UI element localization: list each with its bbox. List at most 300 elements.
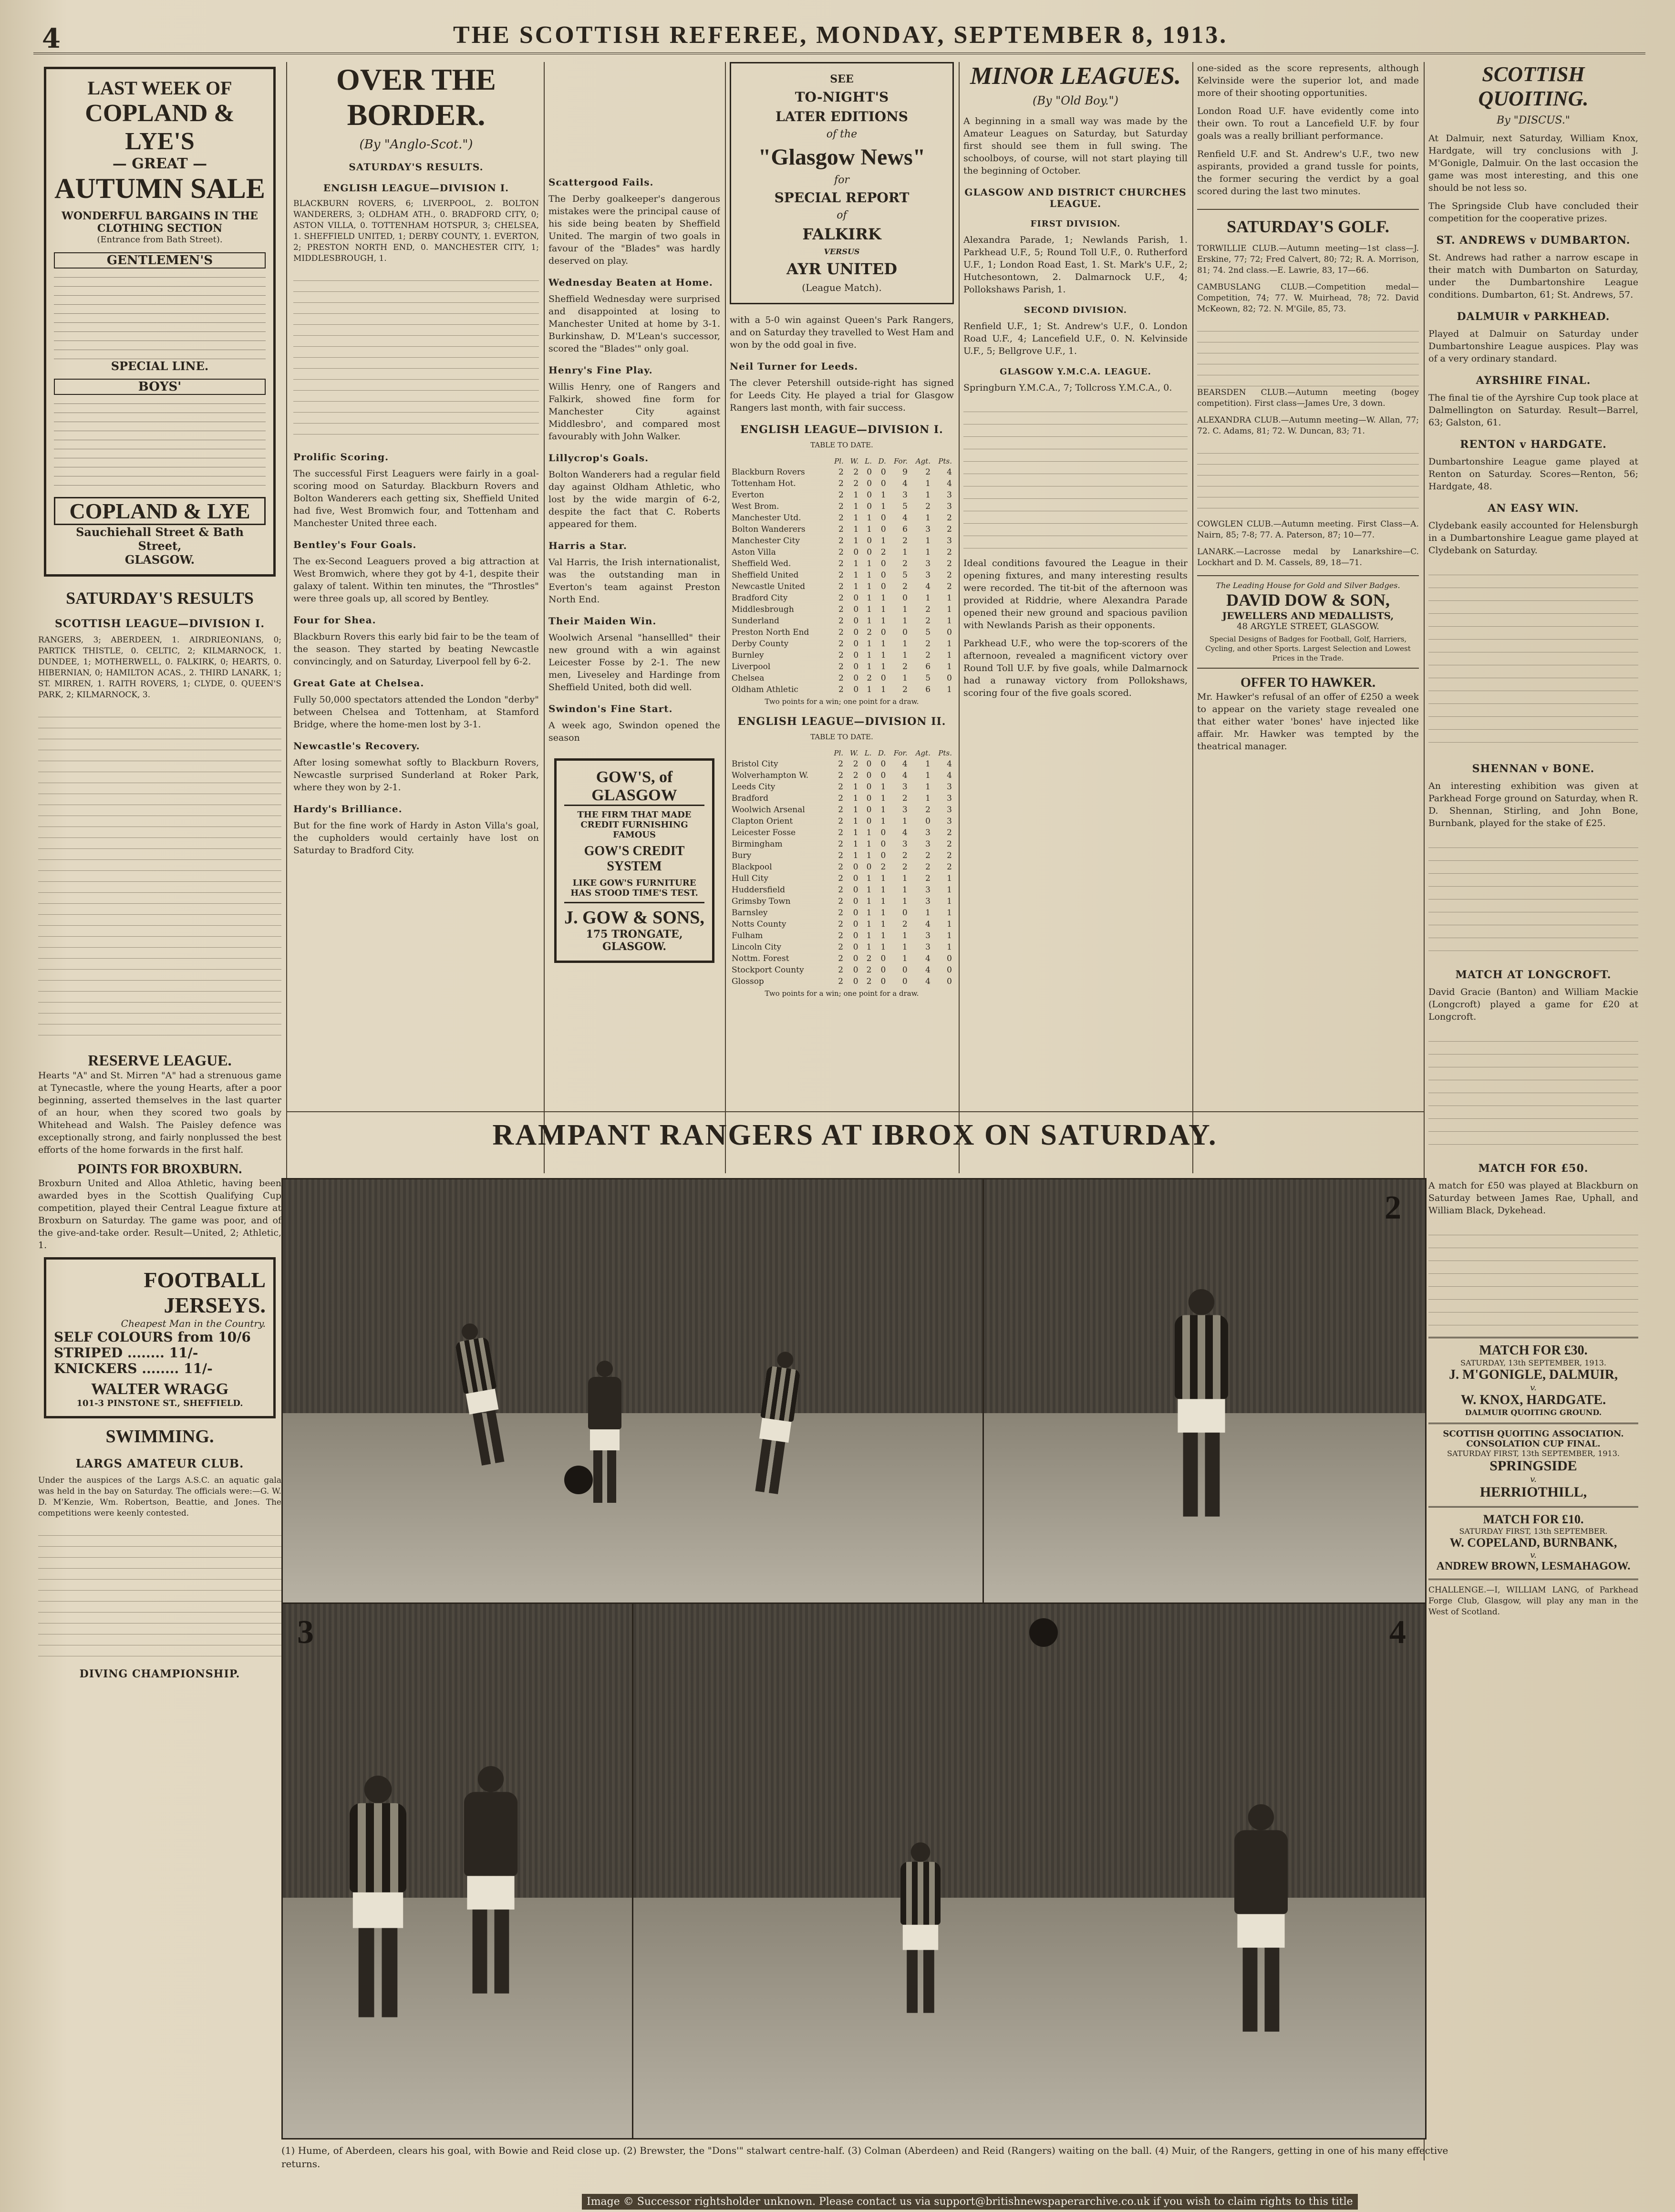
article-text-block xyxy=(1428,1029,1638,1153)
subheading: RENTON v HARDGATE. xyxy=(1460,438,1607,451)
table-cell: 2 xyxy=(838,828,844,837)
table-row xyxy=(730,592,954,604)
table-cell: 5 xyxy=(902,570,908,580)
ad-line: KNICKERS ........ 11/- xyxy=(54,1361,213,1376)
table-cell: 0 xyxy=(866,771,872,780)
subheading: Swindon's Fine Start. xyxy=(548,703,673,714)
table-cell: 1 xyxy=(867,685,872,694)
table-cell: 1 xyxy=(925,908,931,918)
subheading: DALMUIR v PARKHEAD. xyxy=(1457,310,1610,323)
table-row xyxy=(730,466,954,478)
table-cell: 2 xyxy=(838,771,844,780)
table-cell: 0 xyxy=(853,908,858,918)
table-cell: Blackpool xyxy=(732,862,772,872)
subheading: Wednesday Beaten at Home. xyxy=(548,277,713,288)
article-title: OVER THE BORDER. xyxy=(336,62,496,132)
table-cell: 1 xyxy=(867,525,872,534)
table-cell: 2 xyxy=(947,828,952,837)
table-cell: Notts County xyxy=(732,920,786,929)
table-cell: 2 xyxy=(902,685,908,694)
table-cell: 0 xyxy=(866,782,872,792)
article-text: Bolton Wanderers had a regular field day against Oldham Athletic, who lost by the wide margin of 6-2, despite the fact that C. Roberts appeared for them. xyxy=(548,469,720,529)
table-cell: 0 xyxy=(880,851,886,860)
subheading: SHENNAN v BONE. xyxy=(1472,763,1595,775)
article-text: Sheffield Wednesday were surprised and disappointed at losing to Manchester United at home by 3-1. Burkinshaw, D. M'Lean's successor, scored the "Blades'" only goal. xyxy=(548,294,720,354)
table-cell: Manchester City xyxy=(732,536,800,546)
notice-line: SATURDAY, 13th SEPTEMBER, 1913. xyxy=(1460,1358,1607,1367)
table-cell: 1 xyxy=(853,782,858,792)
article-text-block xyxy=(1428,1222,1638,1337)
ad-address: GLASGOW. xyxy=(124,553,195,567)
table-cell: 1 xyxy=(880,490,886,500)
table-cell: 1 xyxy=(880,616,886,626)
article-text: A match for £50 was played at Blackburn on Saturday between James Rae, Uphall, and William Black, Dykehead. xyxy=(1428,1180,1638,1216)
table-row xyxy=(730,793,954,804)
table-cell: 1 xyxy=(880,593,886,603)
notice-line: v. xyxy=(1530,1383,1537,1393)
table-cell: 1 xyxy=(947,685,952,694)
article-text: with a 5-0 win against Queen's Park Rangers, and on Saturday they travelled to West Ham and won by the odd goal in five. xyxy=(730,315,954,350)
notice-line: HERRIOTHILL, xyxy=(1479,1484,1587,1500)
table-cell: 1 xyxy=(880,662,886,672)
table-cell: 2 xyxy=(838,513,844,523)
table-cell: Grimsby Town xyxy=(732,897,791,906)
table-cell: 0 xyxy=(853,862,858,872)
table-cell: 1 xyxy=(880,794,886,803)
table-cell: 1 xyxy=(867,639,872,649)
table-row xyxy=(730,827,954,838)
ad-line: — GREAT — xyxy=(112,155,207,172)
table-cell: 0 xyxy=(880,759,886,769)
results-list xyxy=(293,270,539,442)
league-table-div1 xyxy=(730,456,954,695)
ad-line: VERSUS xyxy=(824,247,860,256)
table-row xyxy=(730,638,954,650)
table-cell: Sheffield Wed. xyxy=(732,559,791,569)
table-cell: 2 xyxy=(838,920,844,929)
notice-line: SPRINGSIDE xyxy=(1489,1458,1577,1474)
table-title: ENGLISH LEAGUE—DIVISION II. xyxy=(737,715,946,728)
table-cell: 0 xyxy=(880,977,886,986)
table-cell: 0 xyxy=(853,685,859,694)
table-cell: 2 xyxy=(838,782,844,792)
subheading: MATCH AT LONGCROFT. xyxy=(1455,969,1612,981)
table-cell: 1 xyxy=(880,908,886,918)
table-cell: 1 xyxy=(947,920,952,929)
table-cell: 5 xyxy=(902,502,908,511)
table-header-cell: L. xyxy=(864,749,872,757)
ad-section: BOYS' xyxy=(54,379,266,395)
ad-line: THE FIRM THAT MADE CREDIT FURNISHING FAMOUS xyxy=(577,810,692,840)
results-list xyxy=(38,706,281,1040)
table-cell: 1 xyxy=(880,782,886,792)
table-cell: 0 xyxy=(880,954,886,963)
table-cell: 1 xyxy=(902,954,908,963)
table-cell: 3 xyxy=(902,839,908,849)
table-cell: 1 xyxy=(947,908,952,918)
table-cell: 2 xyxy=(838,548,844,557)
section-heading: POINTS FOR BROXBURN. xyxy=(77,1162,242,1177)
article-text: Renfield U.F., 1; St. Andrew's U.F., 0. London Road U.F., 4; Lancefield U.F., 0. N. Kelvinside U.F., 5; Bellgrove U.F., 1. xyxy=(963,321,1188,356)
table-header-cell: W. xyxy=(849,749,858,757)
table-cell: 1 xyxy=(902,548,908,557)
subheading: GLASGOW Y.M.C.A. LEAGUE. xyxy=(1000,367,1151,377)
table-cell: 3 xyxy=(947,805,952,815)
table-cell: 1 xyxy=(902,942,908,952)
table-cell: 2 xyxy=(947,559,952,569)
ad-line: LATER EDITIONS xyxy=(775,109,908,124)
table-cell: 1 xyxy=(880,817,886,826)
table-cell: 1 xyxy=(925,479,931,488)
table-cell: 2 xyxy=(866,965,872,975)
archive-credit: Image © Successor rightsholder unknown. Please contact us via support@britishnewspaperarchive.co.uk if you wish to claim rights to this title xyxy=(582,2194,1358,2210)
article-text: one-sided as the score represents, although Kelvinside were the superior lot, and made more of their shooting opportunities. xyxy=(1197,63,1419,98)
notice-line: SATURDAY FIRST, 13th SEPTEMBER. xyxy=(1459,1527,1608,1536)
table-cell: 1 xyxy=(866,908,872,918)
ad-line: AYR UNITED xyxy=(786,260,897,278)
subheading: MATCH FOR £50. xyxy=(1478,1162,1589,1175)
table-cell: 2 xyxy=(925,639,931,649)
subheading: ST. ANDREWS v DUMBARTON. xyxy=(1436,234,1631,247)
subheading: AYRSHIRE FINAL. xyxy=(1476,374,1591,387)
table-cell: Birmingham xyxy=(732,839,783,849)
masthead xyxy=(33,19,1645,54)
article-text: The final tie of the Ayrshire Cup took place at Dalmellington on Saturday. Result—Barrel, 63; Galston, 61. xyxy=(1428,393,1638,428)
table-cell: 4 xyxy=(902,513,908,523)
table-cell: 2 xyxy=(838,805,844,815)
table-cell: 1 xyxy=(902,817,908,826)
article-text: The Springside Club have concluded their competition for the cooperative prizes. xyxy=(1428,201,1638,224)
table-cell: 2 xyxy=(902,662,908,672)
ad-line: JEWELLERS AND MEDALLISTS, xyxy=(1222,610,1394,621)
table-cell: 1 xyxy=(880,502,886,511)
table-cell: 3 xyxy=(925,931,931,941)
table-cell: Manchester Utd. xyxy=(732,513,801,523)
table-cell: Oldham Athletic xyxy=(732,685,798,694)
notice-line: J. M'GONIGLE, DALMUIR, xyxy=(1449,1367,1618,1382)
subheading: Their Maiden Win. xyxy=(548,615,657,627)
table-cell: 0 xyxy=(867,490,872,500)
table-cell: 2 xyxy=(925,862,931,872)
table-cell: 4 xyxy=(947,759,952,769)
table-cell: 1 xyxy=(902,651,908,660)
article-text: LANARK.—Lacrosse medal by Lanarkshire—C. Lockhart and D. M. Cassels, 89, 18—71. xyxy=(1197,547,1419,568)
article-text: Fully 50,000 spectators attended the London "derby" between Chelsea and Tottenham, at Stamford Bridge, where the home-men lost by 3-1. xyxy=(293,694,539,730)
table-cell: 0 xyxy=(925,817,931,826)
article-text: Clydebank easily accounted for Helensburgh in a Dumbartonshire League game played at Clydebank on Saturday. xyxy=(1428,520,1638,556)
table-cell: 2 xyxy=(947,862,952,872)
article-text: Parkhead U.F., who were the top-scorers of the afternoon, revealed a magnificent victory over Round Toll U.F. by five goals, while Dalmarnock had a runaway victory from Pollokshaws, scoring four of the five goals scored. xyxy=(963,638,1188,698)
table-cell: 2 xyxy=(880,862,886,872)
article-text: David Gracie (Banton) and William Mackie (Longcroft) played a game for £20 at Longcroft. xyxy=(1428,987,1638,1022)
subheading: AN EASY WIN. xyxy=(1488,502,1579,515)
column-rule xyxy=(959,62,960,1173)
article-text: A beginning in a small way was made by the Amateur Leagues on Saturday, but Saturday first should see them in full swing. The schoolboys, of course, will not start playing till the beginning of October. xyxy=(963,116,1188,176)
table-cell: 1 xyxy=(902,605,908,614)
table-row xyxy=(730,919,954,930)
table-cell: 3 xyxy=(947,782,952,792)
subheading: Four for Shea. xyxy=(293,614,376,626)
table-cell: 2 xyxy=(838,639,844,649)
table-cell: 1 xyxy=(866,897,872,906)
ad-line: LIKE GOW'S FURNITURE HAS STOOD TIME'S TEST. xyxy=(564,878,704,903)
table-cell: Hull City xyxy=(732,874,768,883)
table-cell: 2 xyxy=(838,897,844,906)
notice-line: SATURDAY FIRST, 13th SEPTEMBER, 1913. xyxy=(1447,1449,1620,1458)
table-cell: 0 xyxy=(867,536,872,546)
table-cell: Glossop xyxy=(732,977,764,986)
article-text: ALEXANDRA CLUB.—Autumn meeting—W. Allan, 77; 72. C. Adams, 81; 72. W. Duncan, 83; 71. xyxy=(1197,415,1419,436)
table-cell: 2 xyxy=(902,536,908,546)
table-cell: 1 xyxy=(880,639,886,649)
table-cell: Derby County xyxy=(732,639,789,649)
table-cell: Burnley xyxy=(732,651,764,660)
player-figure xyxy=(900,1842,941,2013)
table-cell: 4 xyxy=(925,582,931,591)
table-cell: 3 xyxy=(902,782,908,792)
table-cell: Sunderland xyxy=(732,616,780,626)
wragg-jerseys-advert xyxy=(44,1257,276,1418)
table-cell: 0 xyxy=(880,525,886,534)
table-cell: 2 xyxy=(838,942,844,952)
league-table-div2 xyxy=(730,748,954,987)
table-cell: 1 xyxy=(853,570,859,580)
table-cell: 0 xyxy=(902,908,908,918)
column-6 xyxy=(1197,62,1419,1159)
table-cell: 2 xyxy=(838,628,844,637)
table-cell: Clapton Orient xyxy=(732,817,793,826)
table-cell: 2 xyxy=(838,479,844,488)
table-cell: 0 xyxy=(947,977,952,986)
table-cell: 0 xyxy=(902,965,908,975)
table-cell: 4 xyxy=(947,479,952,488)
table-header-cell xyxy=(730,748,829,758)
table-cell: 2 xyxy=(838,874,844,883)
notice-line: W. KNOX, HARDGATE. xyxy=(1460,1393,1606,1407)
table-row xyxy=(730,953,954,964)
table-cell: 0 xyxy=(853,639,859,649)
table-cell: 1 xyxy=(947,874,952,883)
table-cell: 0 xyxy=(866,805,872,815)
table-row xyxy=(730,838,954,850)
table-cell: 1 xyxy=(853,536,859,546)
ad-line: FALKIRK xyxy=(802,225,881,243)
table-header-cell: Pts. xyxy=(938,457,952,465)
table-cell: 0 xyxy=(866,759,872,769)
subheading: Prolific Scoring. xyxy=(293,451,389,463)
section-heading: OFFER TO HAWKER. xyxy=(1241,675,1375,690)
table-cell: 1 xyxy=(925,490,931,500)
table-cell: 0 xyxy=(853,965,858,975)
table-cell: 1 xyxy=(902,874,908,883)
article-title: MINOR LEAGUES. xyxy=(970,62,1181,90)
table-cell: 0 xyxy=(853,920,858,929)
table-cell: 2 xyxy=(947,525,952,534)
table-cell: 2 xyxy=(838,525,844,534)
ad-brand: COPLAND & LYE'S xyxy=(85,100,235,155)
column-rule xyxy=(725,62,726,1173)
article-text: Willis Henry, one of Rangers and Falkirk, showed fine form for Manchester City against Middlesbro', and compared most favourably with John Walker. xyxy=(548,382,720,442)
table-cell: 1 xyxy=(947,605,952,614)
table-cell: 1 xyxy=(925,548,931,557)
table-cell: 1 xyxy=(902,639,908,649)
table-header-cell: Pts. xyxy=(938,749,952,757)
table-cell: 1 xyxy=(947,897,952,906)
table-cell: 1 xyxy=(867,559,872,569)
article-text: Renfield U.F. and St. Andrew's U.F., two new aspirants, provided a grand tussle for points, the former securing the verdict by a goal scored during the last two minutes. xyxy=(1197,149,1419,196)
table-cell: 2 xyxy=(902,920,908,929)
table-cell: 2 xyxy=(838,467,844,477)
table-row xyxy=(730,816,954,827)
table-header-cell: Pl. xyxy=(834,457,844,465)
table-cell: 0 xyxy=(880,673,886,683)
glasgow-news-advert xyxy=(730,62,954,304)
table-cell: 1 xyxy=(880,605,886,614)
table-row xyxy=(730,524,954,535)
table-cell: 0 xyxy=(853,593,859,603)
challenge-notice: CHALLENGE.—I, WILLIAM LANG, of Parkhead Forge Club, Glasgow, will play any man in the West of Scotland. xyxy=(1428,1579,1638,1618)
ad-line: of the xyxy=(826,128,858,140)
table-cell: 1 xyxy=(947,662,952,672)
table-row xyxy=(730,770,954,781)
table-cell: 2 xyxy=(853,479,859,488)
section-rule xyxy=(286,1111,1424,1112)
table-cell: 2 xyxy=(838,662,844,672)
table-cell: 0 xyxy=(880,582,886,591)
table-cell: 3 xyxy=(947,502,952,511)
table-row xyxy=(730,478,954,489)
table-cell: 1 xyxy=(947,651,952,660)
notice-line: ANDREW BROWN, LESMAHAGOW. xyxy=(1436,1560,1631,1572)
table-cell: 2 xyxy=(838,954,844,963)
table-cell: 2 xyxy=(838,839,844,849)
ad-address: 101-3 PINSTONE ST., SHEFFIELD. xyxy=(76,1398,243,1408)
table-cell: 1 xyxy=(853,582,859,591)
subheading: DIVING CHAMPIONSHIP. xyxy=(79,1668,240,1680)
article-text: Hearts "A" and St. Mirren "A" had a strenuous game at Tynecastle, where the young Hearts, after a poor beginning, asserted themselves in the last quarter of an hour, when they scored two goals by Whitehead and Walsh. The Paisley defence was exceptionally strong, and fairly nonplussed the best efforts of the home forwards in the first half. xyxy=(38,1070,281,1155)
table-cell: 0 xyxy=(853,942,858,952)
results-list xyxy=(38,1525,281,1658)
article-text-block xyxy=(1428,835,1638,959)
article-text: The successful First Leaguers were fairly in a goal-scoring mood on Saturday. Blackburn Rovers and Bolton Wanderers each getting six, Sheffield United had five, West Bromwich four, and Tottenham and Manchester United three each. xyxy=(293,468,539,528)
table-cell: 3 xyxy=(925,897,931,906)
table-cell: 1 xyxy=(867,616,872,626)
table-cell: 1 xyxy=(853,502,859,511)
table-cell: Bradford xyxy=(732,794,769,803)
article-text: RANGERS, 3; ABERDEEN, 1. AIRDRIEONIANS, 0; PARTICK THISTLE, 0. CELTIC, 2; KILMARNOCK, 1. DUNDEE, 1; MOTHERWELL, 0. FALKIRK, 0; HEARTS, 0. HIBERNIAN, 0; HAMILTON ACAS., 2. THIRD LANARK, 1; ST. MIRREN, 1. RAITH ROVERS, 1; CLYDE, 0. QUEEN'S PARK, 2; KILMARNOCK, 3. xyxy=(38,635,281,700)
table-cell: Tottenham Hot. xyxy=(732,479,796,488)
table-cell: 3 xyxy=(925,570,931,580)
article-text: COWGLEN CLUB.—Autumn meeting. First Class—A. Nairn, 85; 7-8; 77. A. Paterson, 87; 10—77. xyxy=(1197,519,1419,540)
table-row xyxy=(730,884,954,896)
subheading: SCOTTISH LEAGUE—DIVISION I. xyxy=(55,618,265,630)
table-cell: 4 xyxy=(902,479,908,488)
subheading: Great Gate at Chelsea. xyxy=(293,677,424,689)
table-cell: 5 xyxy=(925,673,931,683)
table-cell: 2 xyxy=(853,771,858,780)
table-cell: 0 xyxy=(880,965,886,975)
table-header-cell: For. xyxy=(894,457,908,465)
table-cell: 3 xyxy=(925,839,931,849)
article-title: SCOTTISH QUOITING. xyxy=(1478,62,1589,110)
ad-brand: DAVID DOW & SON, xyxy=(1226,590,1390,610)
subheading: Lillycrop's Goals. xyxy=(548,452,649,464)
ad-address: 48 ARGYLE STREET, GLASGOW. xyxy=(1237,621,1379,631)
table-note: Two points for a win; one point for a draw. xyxy=(765,697,919,706)
table-cell: 1 xyxy=(902,931,908,941)
table-cell: 1 xyxy=(947,942,952,952)
ad-line: The Leading House for Gold and Silver Badges. xyxy=(1216,581,1400,590)
table-header-cell: L. xyxy=(865,457,872,465)
table-cell: 0 xyxy=(853,954,858,963)
table-cell: 4 xyxy=(947,467,952,477)
table-cell: 0 xyxy=(880,559,886,569)
table-cell: Everton xyxy=(732,490,765,500)
table-cell: 1 xyxy=(867,605,872,614)
subheading: Scattergood Fails. xyxy=(548,176,654,188)
table-cell: 2 xyxy=(902,862,908,872)
table-cell: Leicester Fosse xyxy=(732,828,796,837)
table-cell: Aston Villa xyxy=(732,548,776,557)
table-cell: 1 xyxy=(902,885,908,895)
article-text: After losing somewhat softly to Blackburn Rovers, Newcastle surprised Sunderland at Roker Park, where they won by 2-1. xyxy=(293,757,539,793)
table-cell: 0 xyxy=(853,548,859,557)
table-cell: 2 xyxy=(902,582,908,591)
table-cell: 9 xyxy=(902,467,908,477)
table-header-cell xyxy=(730,456,829,466)
table-cell: 2 xyxy=(838,651,844,660)
table-cell: Sheffield United xyxy=(732,570,799,580)
table-cell: 0 xyxy=(867,502,872,511)
table-cell: Chelsea xyxy=(732,673,765,683)
ad-line: SELF COLOURS from 10/6 xyxy=(54,1329,251,1345)
article-text: Ideal conditions favoured the League in their opening fixtures, and many interesting results were recorded. The tit-bit of the afternoon was provided at Riddrie, where Alexandra Parade opened their new ground and spacious pavilion with Newlands Parish as their opponents. xyxy=(963,558,1188,631)
table-cell: 1 xyxy=(867,593,872,603)
table-cell: 2 xyxy=(925,502,931,511)
table-cell: 1 xyxy=(866,920,872,929)
table-row xyxy=(730,976,954,987)
article-text: London Road U.F. have evidently come into their own. To rout a Lancefield U.F. by four goals was a really brilliant performance. xyxy=(1197,106,1419,141)
table-cell: 0 xyxy=(880,628,886,637)
table-cell: 2 xyxy=(838,885,844,895)
table-cell: 2 xyxy=(838,794,844,803)
table-cell: 1 xyxy=(853,851,858,860)
ad-line: WONDERFUL BARGAINS IN THE CLOTHING SECTION xyxy=(62,210,258,235)
column-rule xyxy=(286,62,287,1254)
table-cell: 2 xyxy=(925,605,931,614)
table-header-cell: For. xyxy=(893,749,908,757)
column-1 xyxy=(38,62,281,2160)
subheading: SATURDAY'S RESULTS. xyxy=(349,161,484,173)
table-cell: 2 xyxy=(867,673,872,683)
byline: By "DISCUS." xyxy=(1497,114,1570,126)
results-list xyxy=(1428,562,1638,753)
table-cell: 0 xyxy=(853,628,859,637)
table-cell: 0 xyxy=(880,570,886,580)
ad-headline: "Glasgow News" xyxy=(758,145,926,170)
table-cell: Fulham xyxy=(732,931,763,941)
table-row xyxy=(730,804,954,816)
article-text: Woolwich Arsenal "hansellled" their new ground with a win against Leicester Fosse by 2-1. The new men, Liveseley and Hardinge from Sheffield United, both did well. xyxy=(548,632,720,693)
table-cell: 0 xyxy=(853,651,859,660)
table-cell: 2 xyxy=(902,851,908,860)
table-cell: 3 xyxy=(925,525,931,534)
byline: (By "Old Boy.") xyxy=(1032,94,1119,107)
ad-line: (League Match). xyxy=(802,282,882,293)
table-cell: 0 xyxy=(902,628,908,637)
results-list xyxy=(963,400,1188,557)
article-text: The Derby goalkeeper's dangerous mistakes were the principal cause of his side being beaten by Sheffield United. The margin of two goals in favour of the "Blades" was hardly deserved on play. xyxy=(548,194,720,266)
